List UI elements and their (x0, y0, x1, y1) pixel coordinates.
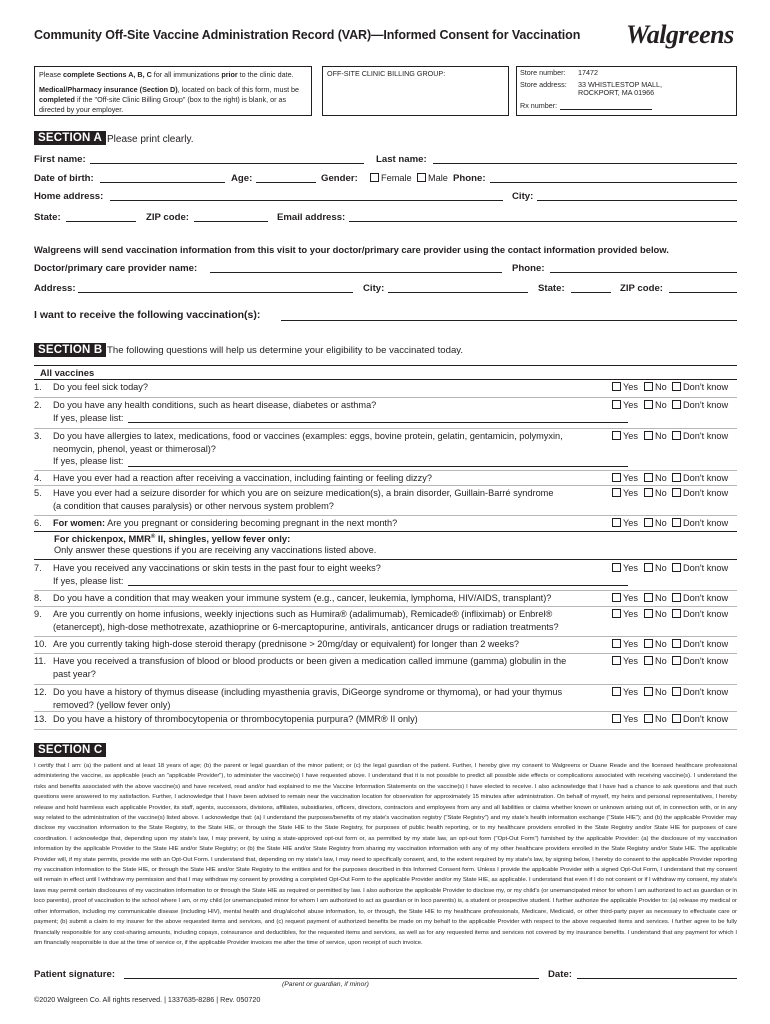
checkbox-icon[interactable] (644, 563, 653, 572)
question-line: Do you have allergies to latex, medications, food or vaccines (examples: eggs, bovine protein, gelatin, gentamicin, polymyxin, (53, 431, 563, 441)
store-address-line1: 33 WHISTLESTOP MALL, (578, 80, 663, 89)
if-yes-label: If yes, please list: (53, 456, 124, 466)
checkbox-icon[interactable] (612, 473, 621, 482)
question-line: Are you currently taking high-dose steroid therapy (prednisone > 20mg/day or equivalent) for longer than 2 weeks? (53, 639, 520, 649)
answer-yes[interactable] (612, 399, 638, 412)
answer-no[interactable] (644, 430, 667, 443)
question-line: (a condition that causes paralysis) or other nervous system problem? (53, 500, 334, 511)
answer-yes[interactable] (612, 487, 638, 500)
answer-label: Don't know (683, 687, 729, 697)
question-line: Have you received any vaccinations or skin tests in the past four to eight weeks? (53, 563, 381, 573)
answer-dont-know[interactable] (672, 381, 728, 394)
answer-dont-know[interactable] (672, 686, 728, 699)
checkbox-icon[interactable] (672, 488, 681, 497)
question-number: 4. (34, 473, 42, 483)
answer-no[interactable] (644, 517, 667, 530)
gender-female-option[interactable] (370, 173, 412, 183)
provider-address-label: Address: (34, 283, 76, 294)
answer-dont-know[interactable] (672, 655, 728, 668)
question-number: 10. (34, 639, 47, 649)
question-line: Have you ever had a seizure disorder for which you are on seizure medication(s), a brain disorder, Guillain-Barré syndrome (53, 488, 554, 498)
checkbox-icon[interactable] (612, 593, 621, 602)
last-name-field[interactable] (433, 163, 737, 164)
answer-label: No (655, 488, 667, 498)
first-name-field[interactable] (90, 163, 364, 164)
answer-no[interactable] (644, 592, 667, 605)
store-address-label: Store address: (520, 80, 567, 89)
question-line: Have you ever had a reaction after receiving a vaccination, including fainting or feeling dizzy? (53, 473, 432, 483)
answer-yes[interactable] (612, 562, 638, 575)
row-divider (34, 397, 737, 398)
checkbox-icon[interactable] (672, 473, 681, 482)
provider-phone-field[interactable] (550, 272, 737, 273)
question-line: Are you currently on home infusions, weekly injections such as Humira® (adalimumab), Remicade® (infliximab) or Enbrel® (53, 609, 553, 619)
provider-name-label: Doctor/primary care provider name: (34, 263, 198, 274)
row-divider (34, 684, 737, 685)
answer-no[interactable] (644, 713, 667, 726)
question-text (53, 472, 623, 485)
answer-label: Yes (623, 431, 638, 441)
answer-label: Yes (623, 687, 638, 697)
question-text (53, 562, 623, 587)
age-label: Age: (231, 173, 253, 184)
answer-no[interactable] (644, 608, 667, 621)
checkbox-icon[interactable] (612, 714, 621, 723)
answer-no[interactable] (644, 655, 667, 668)
answer-label: Yes (623, 593, 638, 603)
row-divider (34, 653, 737, 654)
answer-no[interactable] (644, 686, 667, 699)
phone-label: Phone: (453, 173, 486, 184)
billing-group-label: OFF-SITE CLINIC BILLING GROUP: (327, 69, 446, 78)
store-number-value: 17472 (578, 68, 598, 77)
question-text (53, 430, 623, 468)
checkbox-icon[interactable] (672, 639, 681, 648)
answer-label: Yes (623, 714, 638, 724)
answer-label: Don't know (683, 563, 729, 573)
question-text (53, 399, 623, 424)
instr-text: for all immunizations (151, 70, 222, 79)
if-yes-field[interactable] (128, 466, 628, 467)
question-text (53, 655, 623, 680)
instr-text: if the "Off-site Clinic Billing Group" (box to the right) is blank, or as directed by your employer. (39, 95, 287, 114)
answer-yes[interactable] (612, 472, 638, 485)
answer-label: No (655, 473, 667, 483)
checkbox-icon[interactable] (612, 488, 621, 497)
zip-label: ZIP code: (146, 212, 190, 223)
instructions-box (34, 66, 312, 116)
answer-label: No (655, 431, 667, 441)
section-a-label: SECTION A (34, 131, 106, 145)
instr-text: completed (39, 95, 75, 104)
checkbox-icon[interactable] (612, 563, 621, 572)
row-divider (34, 470, 737, 471)
section-b-label: SECTION B (34, 343, 106, 357)
question-text (53, 638, 623, 651)
question-emphasis: For women: (53, 518, 106, 528)
group2-title: II, shingles, yellow fever only: (155, 533, 291, 544)
provider-name-field[interactable] (210, 272, 502, 273)
answer-label: Don't know (683, 656, 729, 666)
if-yes-field[interactable] (128, 585, 628, 586)
vaccinations-label: I want to receive the following vaccination(s): (34, 309, 261, 321)
question-line: Do you have a history of thrombocytopenia or thrombocytopenia purpura? (MMR® II only) (53, 714, 418, 724)
question-number: 8. (34, 593, 42, 603)
answer-dont-know[interactable] (672, 517, 728, 530)
question-line: Have you received a transfusion of blood or blood products or been given a medication called immune (gamma) globulin in the (53, 656, 567, 666)
checkbox-icon[interactable] (672, 563, 681, 572)
rx-number-label: Rx number: (520, 101, 558, 110)
answer-label: No (655, 593, 667, 603)
instr-text: complete Sections A, B, C (62, 70, 152, 79)
city-field[interactable] (537, 200, 737, 201)
answer-yes[interactable] (612, 608, 638, 621)
provider-city-field[interactable] (388, 292, 528, 293)
question-number: 11. (34, 656, 47, 666)
checkbox-icon[interactable] (644, 714, 653, 723)
question-number: 9. (34, 609, 42, 619)
checkbox-icon[interactable] (644, 656, 653, 665)
checkbox-icon[interactable] (612, 518, 621, 527)
question-number: 3. (34, 431, 42, 441)
question-text (53, 517, 623, 530)
group2-heading (54, 533, 290, 544)
home-address-field[interactable] (110, 200, 503, 201)
question-line: Do you have any health conditions, such as heart disease, diabetes or asthma? (53, 400, 377, 410)
question-line: Do you feel sick today? (53, 382, 148, 392)
answer-label: No (655, 609, 667, 619)
checkbox-icon[interactable] (644, 400, 653, 409)
if-yes-field[interactable] (128, 422, 628, 423)
checkbox-icon[interactable] (672, 714, 681, 723)
provider-state-field[interactable] (571, 292, 611, 293)
answer-yes[interactable] (612, 713, 638, 726)
question-number: 2. (34, 400, 42, 410)
question-text (53, 608, 623, 633)
instr-text: Medical/Pharmacy insurance (Section D) (39, 85, 178, 94)
answer-no[interactable] (644, 487, 667, 500)
checkbox-icon[interactable] (612, 400, 621, 409)
instr-text: to the clinic date. (237, 70, 294, 79)
section-b-subtitle: The following questions will help us determine your eligibility to be vaccinated today. (107, 345, 464, 356)
provider-address-field[interactable] (78, 292, 353, 293)
answer-label: No (655, 656, 667, 666)
question-text (53, 381, 623, 394)
answer-yes[interactable] (612, 517, 638, 530)
if-yes-label: If yes, please list: (53, 575, 124, 586)
answer-label: Don't know (683, 609, 729, 619)
instr-text: Please (39, 70, 63, 79)
provider-phone-label: Phone: (512, 263, 545, 274)
checkbox-icon[interactable] (644, 488, 653, 497)
answer-no[interactable] (644, 562, 667, 575)
question-line: removed? (yellow fever only) (53, 699, 171, 710)
answer-dont-know[interactable] (672, 562, 728, 575)
last-name-label: Last name: (376, 154, 427, 165)
page-title: Community Off-Site Vaccine Administration Record (VAR)—Informed Consent for Vaccination (34, 28, 581, 42)
row-divider (34, 606, 737, 607)
answer-label: Don't know (683, 488, 729, 498)
checkbox-icon[interactable] (644, 609, 653, 618)
checkbox-icon[interactable] (672, 431, 681, 440)
question-line: Do you have a history of thymus disease (including myasthenia gravis, DiGeorge syndrome or thymoma), or had your thymus (53, 687, 563, 697)
row-divider (34, 636, 737, 637)
rx-number-field[interactable] (560, 109, 652, 110)
answer-label: Don't know (683, 593, 729, 603)
provider-zip-label: ZIP code: (620, 283, 664, 294)
answer-no[interactable] (644, 399, 667, 412)
answer-label: Yes (623, 563, 638, 573)
answer-label: No (655, 714, 667, 724)
zip-field[interactable] (194, 221, 268, 222)
question-line: past year? (53, 668, 96, 679)
answer-label: No (655, 518, 667, 528)
answer-label: Yes (623, 639, 638, 649)
checkbox-icon[interactable] (644, 593, 653, 602)
billing-group-box[interactable] (322, 66, 509, 116)
answer-dont-know[interactable] (672, 592, 728, 605)
answer-label: Don't know (683, 714, 729, 724)
checkbox-icon[interactable] (644, 687, 653, 696)
email-label: Email address: (277, 212, 346, 223)
question-number: 5. (34, 488, 42, 498)
signature-field[interactable] (124, 978, 539, 979)
first-name-label: First name: (34, 154, 86, 165)
answer-label: Don't know (683, 639, 729, 649)
instr-text: , located on back of this form, must be (177, 85, 300, 94)
question-number: 1. (34, 382, 42, 392)
answer-label: Don't know (683, 431, 729, 441)
answer-label: Yes (623, 488, 638, 498)
provider-city-label: City: (363, 283, 385, 294)
answer-label: Yes (623, 656, 638, 666)
checkbox-icon[interactable] (612, 656, 621, 665)
all-vaccines-heading: All vaccines (40, 367, 95, 378)
checkbox-icon[interactable] (672, 400, 681, 409)
question-text (53, 686, 623, 711)
answer-label: Don't know (683, 473, 729, 483)
footer-text: ©2020 Walgreen Co. All rights reserved. | 1337635-8286 | Rev. 050720 (34, 995, 261, 1004)
row-divider (34, 729, 737, 730)
email-field[interactable] (349, 221, 737, 222)
checkbox-icon[interactable] (612, 431, 621, 440)
question-number: 13. (34, 714, 47, 724)
checkbox-icon[interactable] (612, 609, 621, 618)
checkbox-icon[interactable] (644, 473, 653, 482)
signature-label: Patient signature: (34, 969, 116, 980)
checkbox-icon[interactable] (417, 173, 426, 182)
answer-label: No (655, 382, 667, 392)
question-line: Are you pregnant or considering becoming pregnant in the next month? (105, 518, 398, 528)
consent-text: I certify that I am: (a) the patient and at least 18 years of age; (b) the parent or legal guardian of the minor patient; or (c) the legal guardian of the patient. Further, I hereby give my consent to Walgreens or Duane Reade and the licensed healthcare professional administering the vaccine, as applicable (each an "applicable Provider"), to administer the vaccine(s) I have requested above. I understand that it is not possible to predict all possible side effects or complications associated with receiving vaccine(s). I understand the risks and benefits associated with the above vaccine(s) and have received, read and/or had explained to me the Vaccine Information Statements on the vaccine(s) I have elected to receive. I also acknowledge that I have had a chance to ask questions and that such questions were answered to my satisfaction. Further, I acknowledge that I have been advised to remain near the vaccination location for observation for approximately 15 minutes after administration. On behalf of myself, my heirs and personal representatives, I hereby release and hold harmless each applicable Provider, its staff, agents, successors, divisions, affiliates, subsidiaries, officers, directors, contractors and employees from any and all liabilities or claims whether known or unknown arising out of, in connection with, or in any way related to the administration of the vaccine(s) listed above. I acknowledge that: (a) I understand the purposes/benefits of my state's vaccination registry ("State Registry") and my state's health information exchange ("State HIE"); and (b) the applicable Provider may disclose my vaccination information to the State Registry, to the State HIE, or through the State HIE to the State Registry, for purposes of public health reporting, or to my healthcare providers enrolled in the State Registry and/or State HIE for purposes of care coordination. I acknowledge that, depending upon my state's law, I may prevent, by using a state-approved opt-out form or, as permitted by my state law, an opt-out form ("Opt-Out Form") furnished by the applicable Provider: (a) the disclosure of my vaccination information by the applicable Provider to the State HIE and/or State Registry; or (b) the State HIE and/or State Registry from sharing my vaccination information with any of my other healthcare providers enrolled in the State Registry and/or State HIE. The applicable Provider will, if my state permits, provide me with an Opt-Out Form. I understand that, depending on my state's law, I may need to specifically consent, and, to the extent required by my state's law, by signing below, I hereby do consent to the applicable Provider reporting my vaccination information to the State HIE, or through the State HIE and/or State Registry to the entities and for the purposes described in this Informed Consent form. Unless I provide the applicable Provider with a signed Opt-Out Form, I understand that my consent will remain in effect until I withdraw my permission and that I may withdraw my consent by providing a completed Opt-Out Form to the applicable Provider and/or my State HIE, as applicable. I understand that even if I do not consent or if I withdraw my consent, my state's laws may permit certain disclosures of my vaccination information to or through the State HIE as required or permitted by law. I also authorize the applicable Provider to disclose my, or my child's (or unemancipated minor for whom I am authorized to act as guardian or in loco parentis), proof of vaccination to the school where I am, or my child (or unemancipated minor for whom I am authorized to act as guardian or in loco parentis) is, a student or prospective student. I further authorize the applicable Provider to: (a) release my medical or other information, including my communicable disease (including HIV), mental health and drug/alcohol abuse information, to, or through, the State HIE to my healthcare professionals, Medicare, Medicaid, or other third-party payer as necessary to effectuate care or payment; (b) submit a claim to my insurer for the above requested items and services, and (c) request payment of authorized benefits be made on my behalf to the applicable Provider with respect to the above requested items and services. I further agree to be fully financially responsible for any cost-sharing amounts, including copays, coinsurance and deductibles, for the requested items and services, as well as for any requested items and services not covered by my insurance benefits. I understand that any payment for which I am financially responsible is due at the time of service or, if the applicable Provider invoices me after the time of service, upon receipt of such invoice. (34, 763, 737, 946)
answer-label: Yes (623, 473, 638, 483)
answer-label: Yes (623, 609, 638, 619)
answer-label: No (655, 400, 667, 410)
answer-label: Don't know (683, 518, 729, 528)
checkbox-icon[interactable] (612, 687, 621, 696)
gender-label: Gender: (321, 173, 358, 184)
answer-yes[interactable] (612, 655, 638, 668)
answer-label: Yes (623, 518, 638, 528)
checkbox-icon[interactable] (644, 431, 653, 440)
home-address-label: Home address: (34, 191, 104, 202)
row-divider (34, 485, 737, 486)
answer-yes[interactable] (612, 430, 638, 443)
answer-label: No (655, 639, 667, 649)
answer-dont-know[interactable] (672, 472, 728, 485)
group2-subheading: Only answer these questions if you are receiving any vaccinations listed above. (54, 545, 377, 555)
question-number: 6. (34, 518, 42, 528)
answer-label: Don't know (683, 382, 729, 392)
row-divider (34, 515, 737, 516)
state-field[interactable] (66, 221, 136, 222)
answer-yes[interactable] (612, 381, 638, 394)
checkbox-icon[interactable] (644, 639, 653, 648)
checkbox-icon[interactable] (612, 639, 621, 648)
checkbox-icon[interactable] (672, 518, 681, 527)
checkbox-icon[interactable] (672, 593, 681, 602)
question-line: neomycin, phenol, yeast or thimerosal)? (53, 443, 216, 454)
provider-zip-field[interactable] (669, 292, 737, 293)
answer-label: No (655, 563, 667, 573)
row-divider (34, 711, 737, 712)
answer-no[interactable] (644, 472, 667, 485)
store-number-label: Store number: (520, 68, 566, 77)
city-label: City: (512, 191, 534, 202)
checkbox-icon[interactable] (672, 656, 681, 665)
age-field[interactable] (256, 182, 316, 183)
answer-yes[interactable] (612, 638, 638, 651)
answer-label: Don't know (683, 400, 729, 410)
row-divider (34, 428, 737, 429)
provider-state-label: State: (538, 283, 565, 294)
female-label: Female (381, 173, 412, 183)
walgreens-logo: Walgreens (626, 20, 734, 49)
section-c-label: SECTION C (34, 743, 106, 757)
dob-label: Date of birth: (34, 173, 94, 184)
answer-no[interactable] (644, 381, 667, 394)
gender-male-option[interactable] (417, 173, 448, 183)
question-text (53, 592, 623, 605)
checkbox-icon[interactable] (672, 382, 681, 391)
answer-no[interactable] (644, 638, 667, 651)
checkbox-icon[interactable] (644, 382, 653, 391)
checkbox-icon[interactable] (672, 687, 681, 696)
registered-mark: ® (150, 533, 156, 540)
if-yes-label: If yes, please list: (53, 412, 124, 423)
answer-dont-know[interactable] (672, 399, 728, 412)
answer-dont-know[interactable] (672, 608, 728, 621)
store-address-line2: ROCKPORT, MA 01966 (578, 88, 655, 97)
vaccinations-field[interactable] (281, 320, 737, 321)
store-info-box (516, 66, 737, 116)
answer-label: Yes (623, 382, 638, 392)
answer-dont-know[interactable] (672, 713, 728, 726)
answer-dont-know[interactable] (672, 487, 728, 500)
male-label: Male (428, 173, 448, 183)
answer-label: No (655, 687, 667, 697)
answer-dont-know[interactable] (672, 638, 728, 651)
question-text (53, 487, 623, 512)
signature-sublabel: (Parent or guardian, if minor) (282, 981, 369, 988)
section-a-subtitle: Please print clearly. (107, 134, 194, 145)
answer-dont-know[interactable] (672, 430, 728, 443)
question-line: (etanercept), high-dose methotrexate, azathioprine or 6-mercaptopurine, antivirals, anticancer drugs or radiation treatments? (53, 621, 559, 632)
checkbox-icon[interactable] (644, 518, 653, 527)
checkbox-icon[interactable] (672, 609, 681, 618)
checkbox-icon[interactable] (370, 173, 379, 182)
provider-notice: Walgreens will send vaccination information from this visit to your doctor/primary care provider using the contact information provided below. (34, 244, 669, 255)
answer-label: Yes (623, 400, 638, 410)
state-label: State: (34, 212, 61, 223)
instr-text: prior (221, 70, 238, 79)
date-label: Date: (548, 969, 572, 980)
checkbox-icon[interactable] (612, 382, 621, 391)
row-divider (34, 590, 737, 591)
answer-yes[interactable] (612, 592, 638, 605)
date-field[interactable] (577, 978, 737, 979)
question-line: Do you have a condition that may weaken your immune system (e.g., cancer, leukemia, lymphoma, HIV/AIDS, transplant)? (53, 593, 552, 603)
group2-title: For chickenpox, MMR (54, 533, 151, 544)
phone-field[interactable] (490, 182, 737, 183)
question-text (53, 713, 623, 726)
answer-yes[interactable] (612, 686, 638, 699)
dob-field[interactable] (100, 182, 225, 183)
question-number: 12. (34, 687, 47, 697)
question-number: 7. (34, 563, 42, 573)
